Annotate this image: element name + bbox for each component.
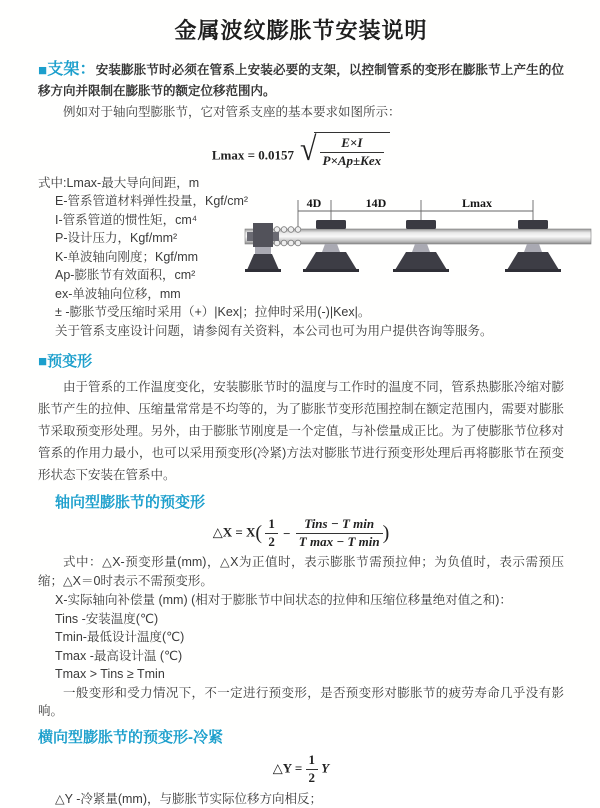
half-numerator: 1 xyxy=(306,753,319,770)
support-heading: 支架： xyxy=(47,61,96,78)
pipe-support xyxy=(303,220,359,272)
definition-item: Tins -安装温度(℃) xyxy=(55,611,159,626)
pipe-support xyxy=(505,220,561,272)
half-denominator: 2 xyxy=(308,769,316,785)
section-support xyxy=(38,59,564,102)
radical-sign: √ xyxy=(300,131,317,169)
lateral-formula-lhs: △Y = xyxy=(272,760,303,776)
dim-label-4d: 4D xyxy=(306,196,322,210)
definition-item: Tmax -最高设计温 (℃) xyxy=(55,648,183,663)
support-intro: 安装膨胀节时必须在管系上安装必要的支架，以控制管系的变形在膨胀节上产生的位移方向并限制在膨胀节的额定位移范围内。 xyxy=(38,63,564,98)
definition-item: P-设计压力，Kgf/mm² xyxy=(55,231,178,246)
definition-item: Tmin-最低设计温度(℃) xyxy=(55,630,185,645)
open-paren: ( xyxy=(255,522,263,545)
definition-item: I-管系管道的惯性矩，cm⁴ xyxy=(55,212,198,227)
half-denominator: 2 xyxy=(268,534,275,550)
page-title: 金属波纹膨胀节安装说明 xyxy=(174,18,428,43)
definition-item: Ap-膨胀节有效面积，cm² xyxy=(55,268,196,283)
pipe-support xyxy=(393,220,449,272)
lmax-formula-lhs: Lmax = 0.0157 xyxy=(211,147,295,163)
lateral-formula-rhs: Y xyxy=(321,760,330,776)
axial-closing: 一般变形和受力情况下，不一定进行预变形，是否预变形对膨胀节的疲劳寿命几乎没有影响。 xyxy=(38,685,564,719)
close-paren: ) xyxy=(382,522,390,545)
axial-subheading: 轴向型膨胀节的预变形 xyxy=(55,494,206,512)
formula-numerator: E×I xyxy=(320,136,385,153)
definition-item: K-单波轴向刚度；Kgf/mm xyxy=(55,249,199,264)
axial-definitions-list xyxy=(38,591,564,684)
sqrt-radical xyxy=(300,132,390,169)
definition-item: 式中:Lmax-最大导向间距，m xyxy=(38,175,200,190)
lateral-subheading: 横向型膨胀节的预变形-冷紧 xyxy=(38,728,223,746)
axial-formula xyxy=(38,517,564,550)
section-square-icon: ■ xyxy=(38,62,48,79)
dim-label-14d: 14D xyxy=(365,196,387,210)
temp-frac-denominator: T max − T min xyxy=(298,534,380,550)
half-numerator: 1 xyxy=(265,517,278,534)
definition-item: ex-单波轴向位移，mm xyxy=(55,286,181,301)
lateral-explain: △Y -冷紧量(mm)，与膨胀节实际位移方向相反； xyxy=(55,791,323,806)
definition-item: ± -膨胀节受压缩时采用（+）|Kex|；拉伸时采用(-)|Kex|。 xyxy=(55,305,371,320)
predeform-heading xyxy=(38,350,564,371)
predeform-heading-label: 预变形 xyxy=(47,353,93,371)
definition-item: Tmax > Tins ≥ Tmin xyxy=(55,667,165,682)
lmax-formula xyxy=(38,132,564,169)
support-diagram xyxy=(243,192,597,288)
predeform-body: 由于管系的工作温度变化，安装膨胀节时的温度与工作时的温度不同，管系热膨胀冷缩对膨胀节产生的拉伸、压缩量常常是不均等的，为了膨胀节变形范围控制在额定范围内，需要对膨胀节采取预变形处理。另外，由于膨胀节刚度是一个定值，与补偿量成正比。为了使膨胀节位移对管系的作用力最小，也可以采用预变形(冷紧)方法对膨胀节进行预变形处理后再将膨胀节在预变形状态下安装在管系中。 xyxy=(38,380,564,483)
support-example: 例如对于轴向型膨胀节，它对管系支座的基本要求如图所示： xyxy=(63,105,401,119)
dim-label-lmax: Lmax xyxy=(462,196,492,210)
axial-explain: 式中：△X-预变形量(mm)，△X为正值时，表示膨胀节需预拉伸；为负值时，表示需预压缩；△X＝0时表示不需预变形。 xyxy=(38,555,564,589)
axial-formula-lhs: △X = X xyxy=(212,524,256,540)
temp-frac-numerator: Tins − T min xyxy=(296,517,383,534)
definition-item: X-实际轴向补偿量 (mm) (相对于膨胀节中间状态的拉伸和压缩位移量绝对值之和)： xyxy=(55,593,512,608)
lateral-formula xyxy=(38,753,564,786)
section-square-icon: ■ xyxy=(38,353,48,371)
definition-item: E-管系管道材料弹性投量，Kgf/cm² xyxy=(55,194,249,209)
minus-operator: − xyxy=(283,525,291,541)
formula-denominator: P×Ap±Kex xyxy=(322,152,382,168)
support-note: 关于管系支座设计问题，请参阅有关资料，本公司也可为用户提供咨询等服务。 xyxy=(55,323,493,338)
